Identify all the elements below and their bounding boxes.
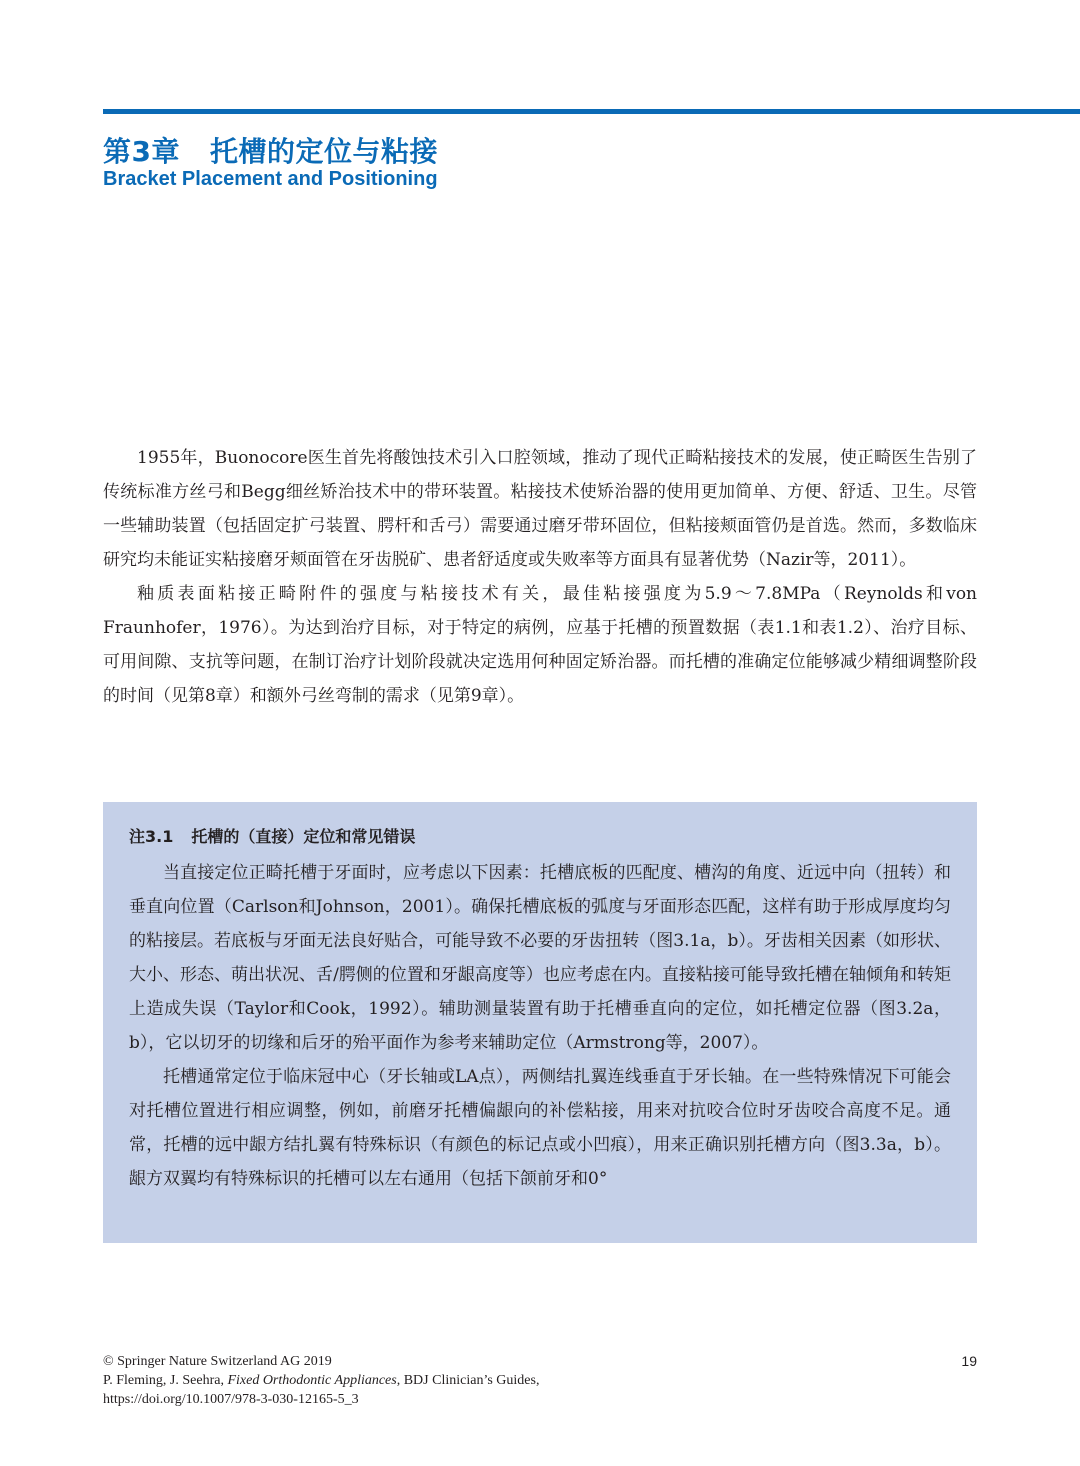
body-text bbox=[103, 441, 977, 713]
chapter-title-cn: 托槽的定位与粘接 bbox=[209, 135, 438, 168]
chapter-title bbox=[103, 130, 438, 170]
chapter-title-en: Bracket Placement and Positioning bbox=[103, 168, 438, 190]
citation-series: , BDJ Clinician’s Guides, bbox=[396, 1373, 540, 1388]
page-footer bbox=[103, 1352, 539, 1409]
page-number: 19 bbox=[961, 1353, 977, 1369]
note-number: 注3.1 bbox=[129, 827, 174, 846]
body-paragraph: 1955年，Buonocore医生首先将酸蚀技术引入口腔领域，推动了现代正畸粘接技术的发展，使正畸医生告别了传统标准方丝弓和Begg细丝矫治技术中的带环装置。粘接技术使矫治器的使用更加简单、方便、舒适、卫生。尽管一些辅助装置（包括固定扩弓装置、腭杆和舌弓）需要通过磨牙带环固位，但粘接颊面管仍是首选。然而，多数临床研究均未能证实粘接磨牙颊面管在牙齿脱矿、患者舒适度或失败率等方面具有显著优势（Nazir等，2011）。 bbox=[103, 448, 977, 570]
note-heading bbox=[129, 822, 951, 852]
doi-link[interactable]: https://doi.org/10.1007/978-3-030-12165-5_3 bbox=[103, 1392, 359, 1407]
citation-book-title: Fixed Orthodontic Appliances bbox=[227, 1373, 397, 1388]
chapter-top-rule bbox=[103, 109, 1080, 114]
citation-authors: P. Fleming, J. Seehra, bbox=[103, 1373, 228, 1388]
note-paragraph: 托槽通常定位于临床冠中心（牙长轴或LA点），两侧结扎翼连线垂直于牙长轴。在一些特殊情况下可能会对托槽位置进行相应调整，例如，前磨牙托槽偏龈向的补偿粘接，用来对抗咬合位时牙齿咬合高度不足。通常，托槽的远中龈方结扎翼有特殊标识（有颜色的标记点或小凹痕），用来正确识别托槽方向（图3.3a，b）。龈方双翼均有特殊标识的托槽可以左右通用（包括下颌前牙和0° bbox=[129, 1067, 951, 1189]
note-paragraph: 当直接定位正畸托槽于牙面时，应考虑以下因素：托槽底板的匹配度、槽沟的角度、近远中向（扭转）和垂直向位置（Carlson和Johnson，2001）。确保托槽底板的弧度与牙面形态匹配，这样有助于形成厚度均匀的粘接层。若底板与牙面无法良好贴合，可能导致不必要的牙齿扭转（图3.1a，b）。牙齿相关因素（如形状、大小、形态、萌出状况、舌/腭侧的位置和牙龈高度等）也应考虑在内。直接粘接可能导致托槽在轴倾角和转矩上造成失误（Taylor和Cook，1992）。辅助测量装置有助于托槽垂直向的定位，如托槽定位器（图3.2a，b），它以切牙的切缘和后牙的殆平面作为参考来辅助定位（Armstrong等，2007）。 bbox=[129, 863, 951, 1053]
note-title: 托槽的（直接）定位和常见错误 bbox=[191, 827, 416, 846]
note-box bbox=[103, 802, 977, 1243]
citation-line bbox=[103, 1371, 539, 1390]
copyright-line: © Springer Nature Switzerland AG 2019 bbox=[103, 1354, 332, 1369]
chapter-number: 第3章 bbox=[103, 135, 180, 168]
body-paragraph: 釉质表面粘接正畸附件的强度与粘接技术有关，最佳粘接强度为5.9～7.8MPa（Reynolds和von Fraunhofer，1976）。为达到治疗目标，对于特定的病例，应基于托槽的预置数据（表1.1和表1.2）、治疗目标、可用间隙、支抗等问题，在制订治疗计划阶段就决定选用何种固定矫治器。而托槽的准确定位能够减少精细调整阶段的时间（见第8章）和额外弓丝弯制的需求（见第9章）。 bbox=[103, 584, 978, 706]
